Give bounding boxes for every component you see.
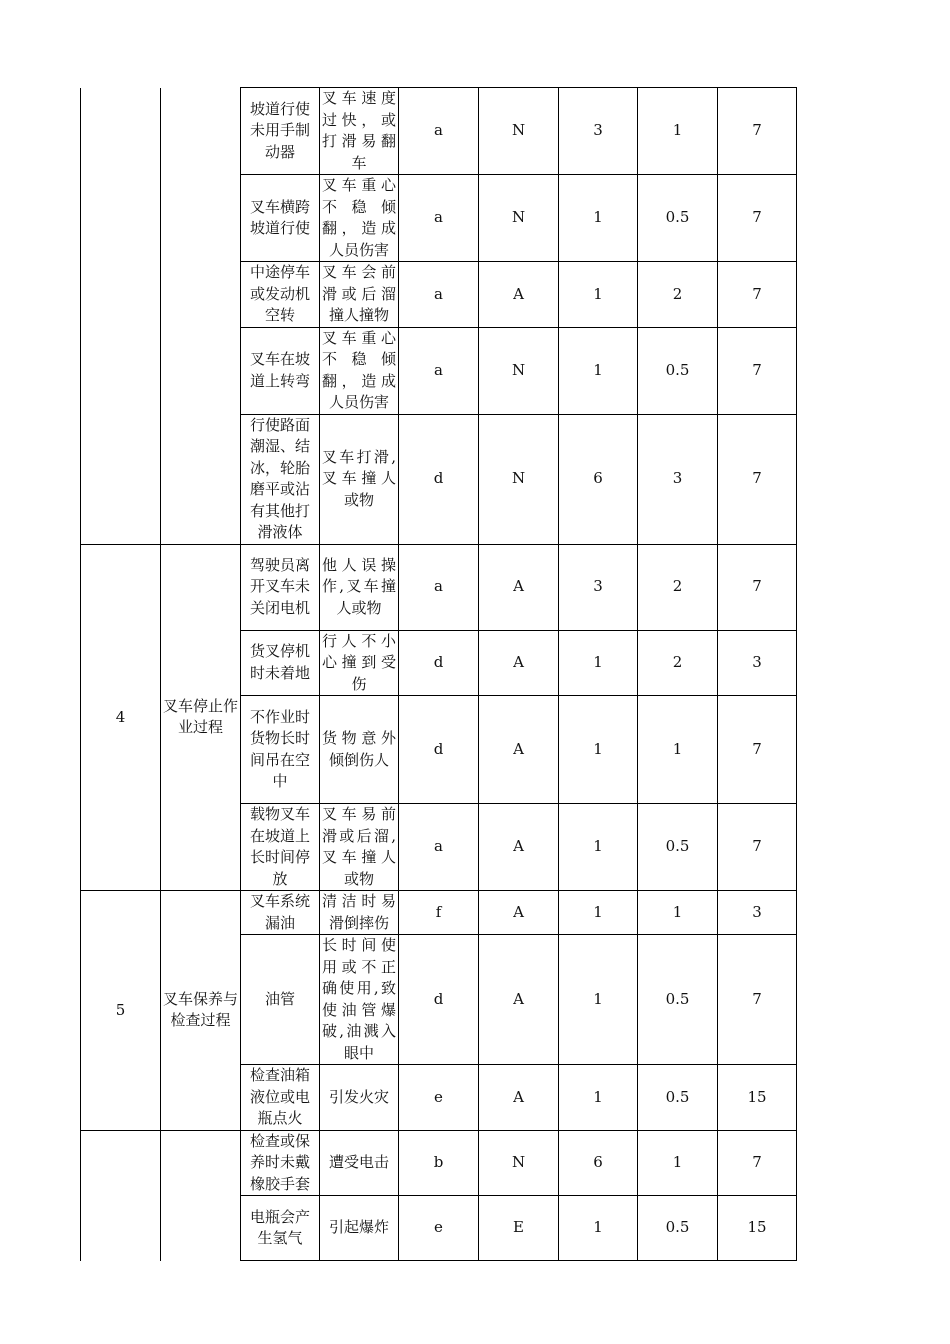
value-cell: 7 — [718, 935, 797, 1065]
value-cell: 0.5 — [638, 175, 718, 262]
level-cell: A — [479, 544, 559, 630]
activity-cell: 叉车横跨坡道行使 — [241, 175, 320, 262]
hazard-cell: 引起爆炸 — [320, 1196, 399, 1261]
value-cell: 7 — [718, 175, 797, 262]
hazard-cell: 引发火灾 — [320, 1065, 399, 1131]
level-cell: N — [479, 414, 559, 544]
hazard-cell: 叉车打滑,叉车撞人或物 — [320, 414, 399, 544]
value-cell: 1 — [638, 891, 718, 935]
item-number-cell — [81, 1130, 161, 1261]
value-cell: 6 — [559, 1130, 638, 1196]
value-cell: 0.5 — [638, 1065, 718, 1131]
value-cell: 0.5 — [638, 327, 718, 414]
hazard-cell: 货物意外倾倒伤人 — [320, 696, 399, 804]
item-number-cell — [81, 88, 161, 545]
hazard-cell: 叉车重心不稳倾翻，造成人员伤害 — [320, 327, 399, 414]
code-cell: a — [399, 262, 479, 328]
value-cell: 1 — [559, 891, 638, 935]
hazard-cell: 清洁时易滑倒摔伤 — [320, 891, 399, 935]
level-cell: A — [479, 696, 559, 804]
value-cell: 1 — [638, 88, 718, 175]
risk-assessment-table — [80, 87, 797, 1261]
value-cell: 3 — [559, 544, 638, 630]
code-cell: a — [399, 88, 479, 175]
value-cell: 1 — [559, 327, 638, 414]
code-cell: d — [399, 935, 479, 1065]
code-cell: e — [399, 1196, 479, 1261]
item-number-cell: 5 — [81, 891, 161, 1131]
activity-cell: 检查或保养时未戴橡胶手套 — [241, 1130, 320, 1196]
level-cell: A — [479, 630, 559, 696]
value-cell: 0.5 — [638, 935, 718, 1065]
value-cell: 3 — [559, 88, 638, 175]
activity-cell: 行使路面潮湿、结冰，轮胎磨平或沾有其他打滑液体 — [241, 414, 320, 544]
table-row — [81, 891, 797, 935]
activity-cell: 电瓶会产生氢气 — [241, 1196, 320, 1261]
value-cell: 3 — [718, 891, 797, 935]
value-cell: 7 — [718, 327, 797, 414]
code-cell: d — [399, 414, 479, 544]
value-cell: 1 — [638, 696, 718, 804]
item-number-cell: 4 — [81, 544, 161, 891]
value-cell: 3 — [718, 630, 797, 696]
value-cell: 3 — [638, 414, 718, 544]
table-row — [81, 544, 797, 630]
value-cell: 1 — [559, 1065, 638, 1131]
activity-cell: 不作业时货物长时间吊在空中 — [241, 696, 320, 804]
value-cell: 1 — [559, 630, 638, 696]
activity-cell: 油管 — [241, 935, 320, 1065]
process-cell: 叉车停止作业过程 — [161, 544, 241, 891]
value-cell: 15 — [718, 1065, 797, 1131]
value-cell: 6 — [559, 414, 638, 544]
code-cell: e — [399, 1065, 479, 1131]
value-cell: 7 — [718, 804, 797, 891]
value-cell: 7 — [718, 262, 797, 328]
level-cell: N — [479, 1130, 559, 1196]
level-cell: N — [479, 175, 559, 262]
value-cell: 7 — [718, 88, 797, 175]
value-cell: 7 — [718, 544, 797, 630]
value-cell: 1 — [559, 262, 638, 328]
hazard-cell: 叉车重心不稳倾翻，造成人员伤害 — [320, 175, 399, 262]
level-cell: E — [479, 1196, 559, 1261]
level-cell: A — [479, 935, 559, 1065]
level-cell: A — [479, 804, 559, 891]
hazard-cell: 长时间使用或不正确使用,致使油管爆破,油溅入眼中 — [320, 935, 399, 1065]
code-cell: d — [399, 630, 479, 696]
value-cell: 2 — [638, 630, 718, 696]
level-cell: N — [479, 88, 559, 175]
value-cell: 7 — [718, 414, 797, 544]
hazard-cell: 行人不小心撞到受伤 — [320, 630, 399, 696]
activity-cell: 叉车系统漏油 — [241, 891, 320, 935]
process-cell — [161, 88, 241, 545]
value-cell: 1 — [638, 1130, 718, 1196]
level-cell: A — [479, 1065, 559, 1131]
code-cell: a — [399, 804, 479, 891]
code-cell: a — [399, 327, 479, 414]
value-cell: 1 — [559, 935, 638, 1065]
level-cell: A — [479, 262, 559, 328]
activity-cell: 叉车在坡道上转弯 — [241, 327, 320, 414]
hazard-cell: 遭受电击 — [320, 1130, 399, 1196]
table-row — [81, 1130, 797, 1196]
hazard-cell: 叉车会前滑或后溜撞人撞物 — [320, 262, 399, 328]
activity-cell: 驾驶员离开叉车未关闭电机 — [241, 544, 320, 630]
value-cell: 2 — [638, 262, 718, 328]
process-cell — [161, 1130, 241, 1261]
value-cell: 1 — [559, 804, 638, 891]
activity-cell: 货叉停机时未着地 — [241, 630, 320, 696]
value-cell: 2 — [638, 544, 718, 630]
code-cell: b — [399, 1130, 479, 1196]
value-cell: 7 — [718, 696, 797, 804]
level-cell: N — [479, 327, 559, 414]
level-cell: A — [479, 891, 559, 935]
value-cell: 0.5 — [638, 1196, 718, 1261]
value-cell: 0.5 — [638, 804, 718, 891]
table-row — [81, 88, 797, 175]
value-cell: 15 — [718, 1196, 797, 1261]
value-cell: 1 — [559, 175, 638, 262]
hazard-cell: 叉车速度过快，或打滑易翻车 — [320, 88, 399, 175]
process-cell: 叉车保养与检查过程 — [161, 891, 241, 1131]
activity-cell: 载物叉车在坡道上长时间停放 — [241, 804, 320, 891]
code-cell: d — [399, 696, 479, 804]
activity-cell: 中途停车或发动机空转 — [241, 262, 320, 328]
activity-cell: 坡道行使未用手制动器 — [241, 88, 320, 175]
hazard-cell: 他人误操作,叉车撞人或物 — [320, 544, 399, 630]
value-cell: 7 — [718, 1130, 797, 1196]
value-cell: 1 — [559, 696, 638, 804]
hazard-cell: 叉车易前滑或后溜,叉车撞人或物 — [320, 804, 399, 891]
value-cell: 1 — [559, 1196, 638, 1261]
code-cell: a — [399, 544, 479, 630]
code-cell: a — [399, 175, 479, 262]
activity-cell: 检查油箱液位或电瓶点火 — [241, 1065, 320, 1131]
code-cell: f — [399, 891, 479, 935]
